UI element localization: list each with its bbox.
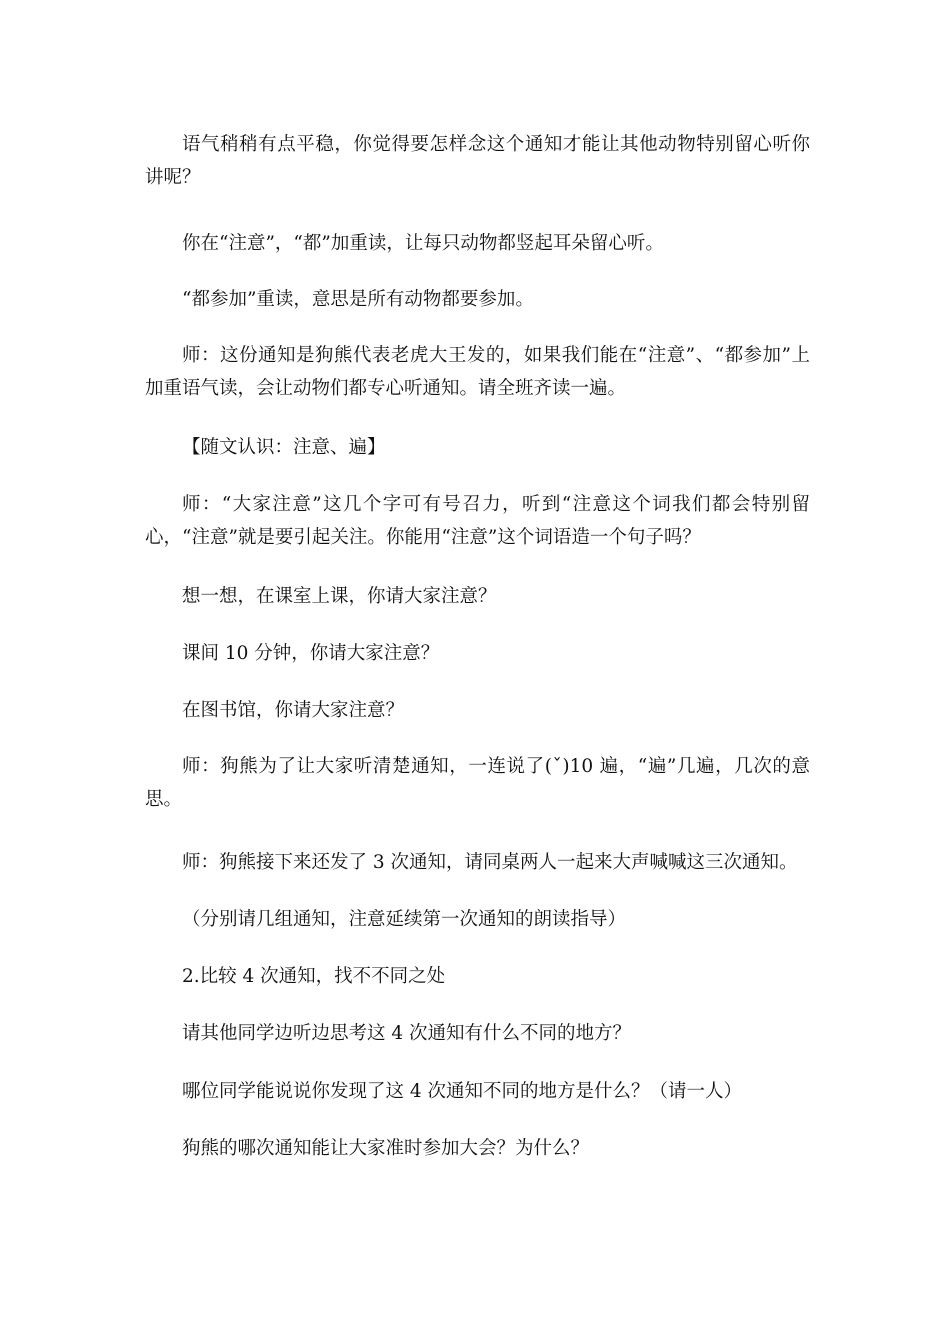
paragraph-6: 师：“大家注意”这几个字可有号召力，听到“注意这个词我们都会特别留心，“注意”就是要引起关注。你能用“注意”这个词语造一个句子吗？ bbox=[145, 494, 810, 548]
paragraph-5: 【随文认识：注意、遍】 bbox=[182, 437, 386, 458]
paragraph-4: 师：这份通知是狗熊代表老虎大王发的，如果我们能在“注意”、“都参加”上加重语气读，会让动物们都专心听通知。请全班齐读一遍。 bbox=[145, 345, 810, 399]
paragraph-9: 在图书馆，你请大家注意？ bbox=[182, 700, 405, 721]
paragraph-15: 哪位同学能说说你发现了这 4 次通知不同的地方是什么？（请一人） bbox=[182, 1081, 743, 1102]
paragraph-8: 课间 10 分钟，你请大家注意？ bbox=[182, 643, 440, 664]
paragraph-14: 请其他同学边听边思考这 4 次通知有什么不同的地方？ bbox=[182, 1023, 632, 1044]
paragraph-1: 语气稍稍有点平稳，你觉得要怎样念这个通知才能让其他动物特别留心听你讲呢？ bbox=[145, 134, 810, 188]
paragraph-10: 师：狗熊为了让大家听清楚通知，一连说了(ˇ)10 遍，“遍”几遍，几次的意思。 bbox=[145, 756, 810, 810]
paragraph-13: 2.比较 4 次通知，找不不同之处 bbox=[182, 966, 446, 987]
paragraph-7: 想一想，在课室上课，你请大家注意？ bbox=[182, 586, 497, 607]
paragraph-11: 师：狗熊接下来还发了 3 次通知，请同桌两人一起来大声喊喊这三次通知。 bbox=[182, 852, 798, 873]
paragraph-16: 狗熊的哪次通知能让大家准时参加大会？为什么？ bbox=[182, 1138, 590, 1159]
paragraph-12: （分别请几组通知，注意延续第一次通知的朗读指导） bbox=[182, 909, 627, 930]
paragraph-2: 你在“注意”，“都”加重读，让每只动物都竖起耳朵留心听。 bbox=[182, 233, 664, 254]
paragraph-3: “都参加”重读，意思是所有动物都要参加。 bbox=[182, 289, 534, 310]
